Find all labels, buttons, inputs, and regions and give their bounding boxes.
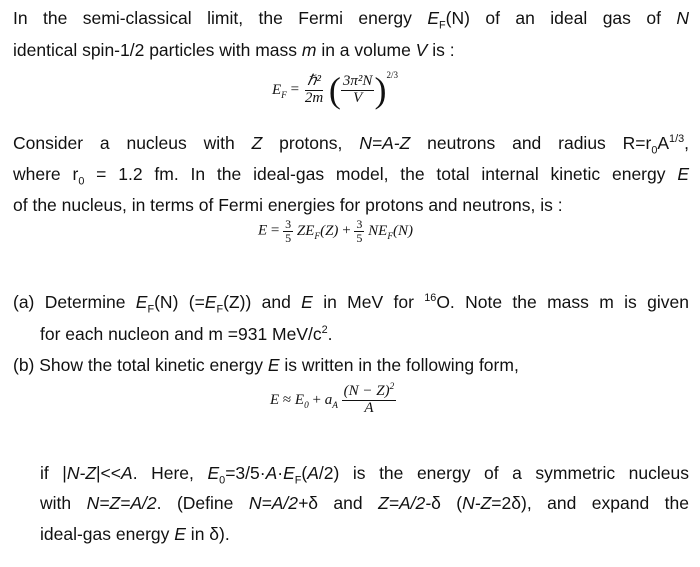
asymmetry-fraction: $\frac{(N - Z)^2}{A}$ xyxy=(343,382,395,416)
part-b-line-1: (b) Show the total kinetic energy E is written in the following form, xyxy=(13,355,519,375)
condition-line-2: with N=Z=A/2. (Define N=A/2+δ and Z=A/2-δ (N-Z=2δ), and expand the xyxy=(40,493,690,513)
three-fifths-fraction-2: $\frac{3}{5}$ xyxy=(356,217,363,245)
intro-line-1: In the semi-classical limit, the Fermi energy $E_F(N)$ of an ideal gas of N xyxy=(13,8,689,32)
three-fifths-fraction-1: $\frac{3}{5}$ xyxy=(285,217,292,245)
nucleus-line-3: of the nucleus, in terms of Fermi energies for protons and neutrons, is : xyxy=(13,195,563,215)
nucleus-line-2: where $r_0 = 1.2$ fm. In the ideal-gas model, the total internal kinetic energy E xyxy=(13,164,690,188)
kinetic-energy-equation: E = $\frac{3}{5}$ $ZE_F(Z)$ + $\frac{3}{5}$ $NE_F(N)$ xyxy=(258,217,414,245)
part-a-line-1: (a) Determine $E_F(N)$ $(=E_F(Z))$ and E in MeV for $^{16}$O. Note the mass m is given xyxy=(13,292,689,316)
fermi-energy-equation: $E_F$ = ℏ² 2m ( $\frac{\text{3π²N}}{V}$ )$^{2/3}$ xyxy=(272,70,398,110)
intro-line-2: identical spin-1/2 particles with mass m in a volume V is : xyxy=(13,40,455,60)
hbar-fraction: ℏ² 2m xyxy=(304,72,324,106)
condition-line-1: if |N-Z|<<A. Here, $E_0=3/5\cdot A\cdot E_F(A/2)$ is the energy of a symmetric nucleus xyxy=(40,463,689,487)
part-a-line-2: for each nucleon and m =931 MeV/$c^2$. xyxy=(40,324,333,344)
density-fraction: $\frac{\text{3π²N}}{V}$ xyxy=(342,72,373,106)
condition-line-3: ideal-gas energy E in δ). xyxy=(40,524,230,544)
nucleus-line-1: Consider a nucleus with Z protons, N=A-Z neutrons and radius $R=r_0A^{1/3}$, xyxy=(13,133,689,157)
expansion-equation: $E \approx E_0 + a_A$ $\frac{(N - Z)^2}{A}$ xyxy=(270,382,395,416)
